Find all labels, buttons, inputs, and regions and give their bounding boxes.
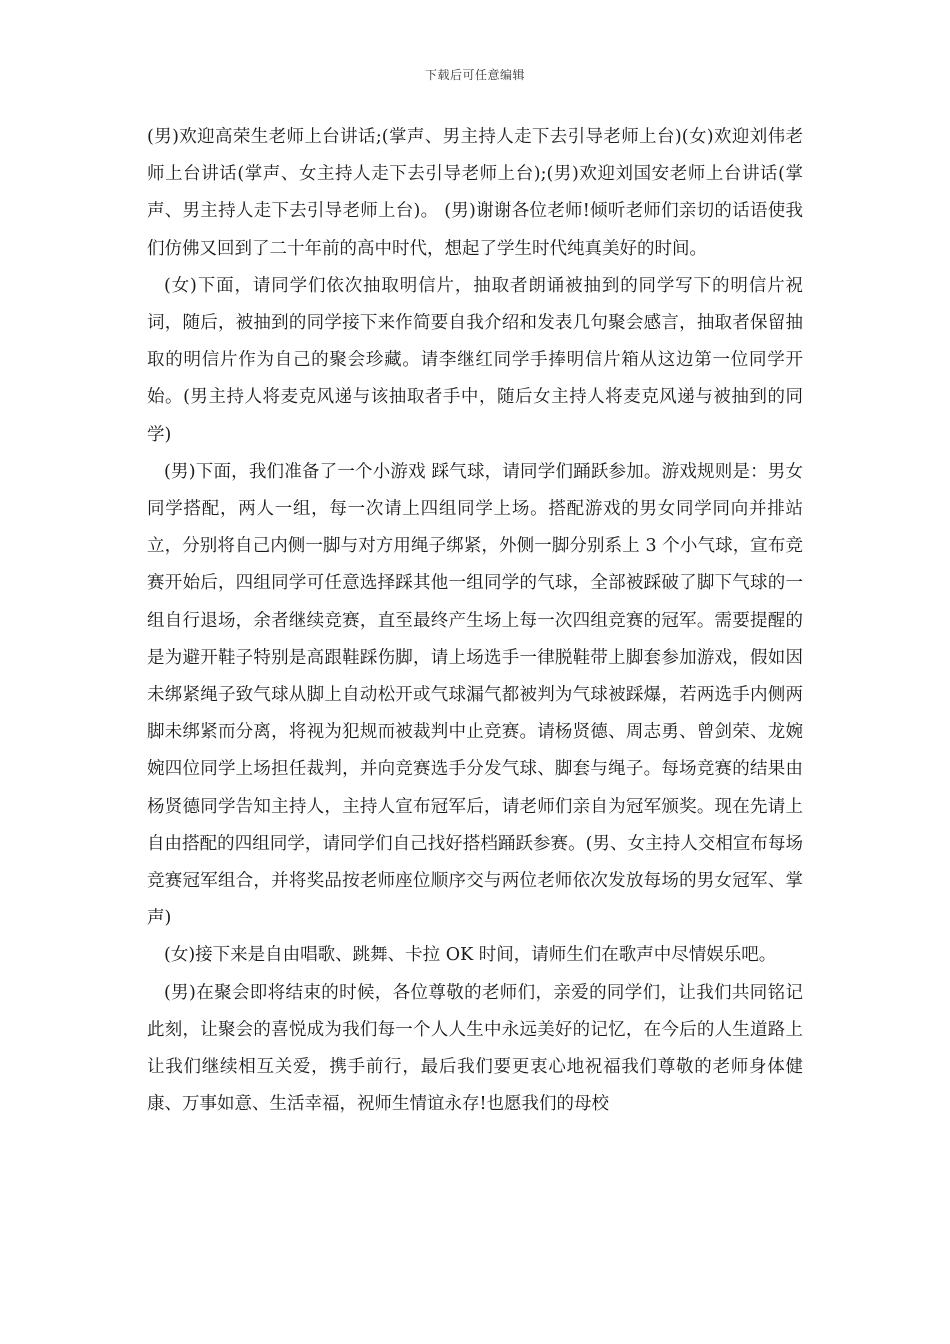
paragraph-teacher-speeches: (男)欢迎高荣生老师上台讲话;(掌声、男主持人走下去引导老师上台)(女)欢迎刘伟老师上台讲话(掌声、女主持人走下去引导老师上台);(男)欢迎刘国安老师上台讲话(掌声、男主持人走下去引导老师上台)。 (男)谢谢各位老师!倾听老师们亲切的话语使我们仿佛又回到了二十年前的高中时代，想起了学生时代纯真美好的时间。 [147,127,803,259]
document-body [147,119,803,1123]
page-header: 下载后可任意编辑 [424,68,525,82]
paragraph-balloon-game: (男)下面，我们准备了一个小游戏 踩气球，请同学们踊跃参加。游戏规则是：男女同学搭配，两人一组，每一次请上四组同学上场。搭配游戏的男女同学同向并排站立，分别将自己内侧一脚与对方用绳子绑紧，外侧一脚分别系上 3 个小气球，宣布竞赛开始后，四组同学可任意选择踩其他一组同学的气球，全部被踩破了脚下气球的一组自行退场，余者继续竞赛，直至最终产生场上每一次四组竞赛的冠军。需要提醒的是为避开鞋子特别是高跟鞋踩伤脚，请上场选手一律脱鞋带上脚套参加游戏，假如因未绑紧绳子致气球从脚上自动松开或气球漏气都被判为气球被踩爆，若两选手内侧两脚未绑紧而分离，将视为犯规而被裁判中止竞赛。请杨贤德、周志勇、曾剑荣、龙婉婉四位同学上场担任裁判，并向竞赛选手分发气球、脚套与绳子。每场竞赛的结果由杨贤德同学告知主持人，主持人宣布冠军后，请老师们亲自为冠军颁奖。现在先请上自由搭配的四组同学，请同学们自己找好搭档踊跃参赛。(男、女主持人交相宣布每场竞赛冠军组合，并将奖品按老师座位顺序交与两位老师依次发放每场的男女冠军、掌声) [147,461,803,929]
paragraph-karaoke: (女)接下来是自由唱歌、跳舞、卡拉 OK 时间，请师生们在歌声中尽情娱乐吧。 [164,945,777,966]
paragraph-postcard-draw: (女)下面，请同学们依次抽取明信片，抽取者朗诵被抽到的同学写下的明信片祝词，随后，被抽到的同学接下来作简要自我介绍和发表几句聚会感言，抽取者保留抽取的明信片作为自己的聚会珍藏。请李继红同学手捧明信片箱从这边第一位同学开始。(男主持人将麦克风递与该抽取者手中，随后女主持人将麦克风递与被抽到的同学) [147,275,803,445]
paragraph-closing: (男)在聚会即将结束的时候，各位尊敬的老师们，亲爱的同学们，让我们共同铭记此刻，让聚会的喜悦成为我们每一个人人生中永远美好的记忆，在今后的人生道路上让我们继续相互关爱，携手前行，最后我们要更衷心地祝福我们尊敬的老师身体健康、万事如意、生活幸福，祝师生情谊永存!也愿我们的母校 [147,982,803,1115]
